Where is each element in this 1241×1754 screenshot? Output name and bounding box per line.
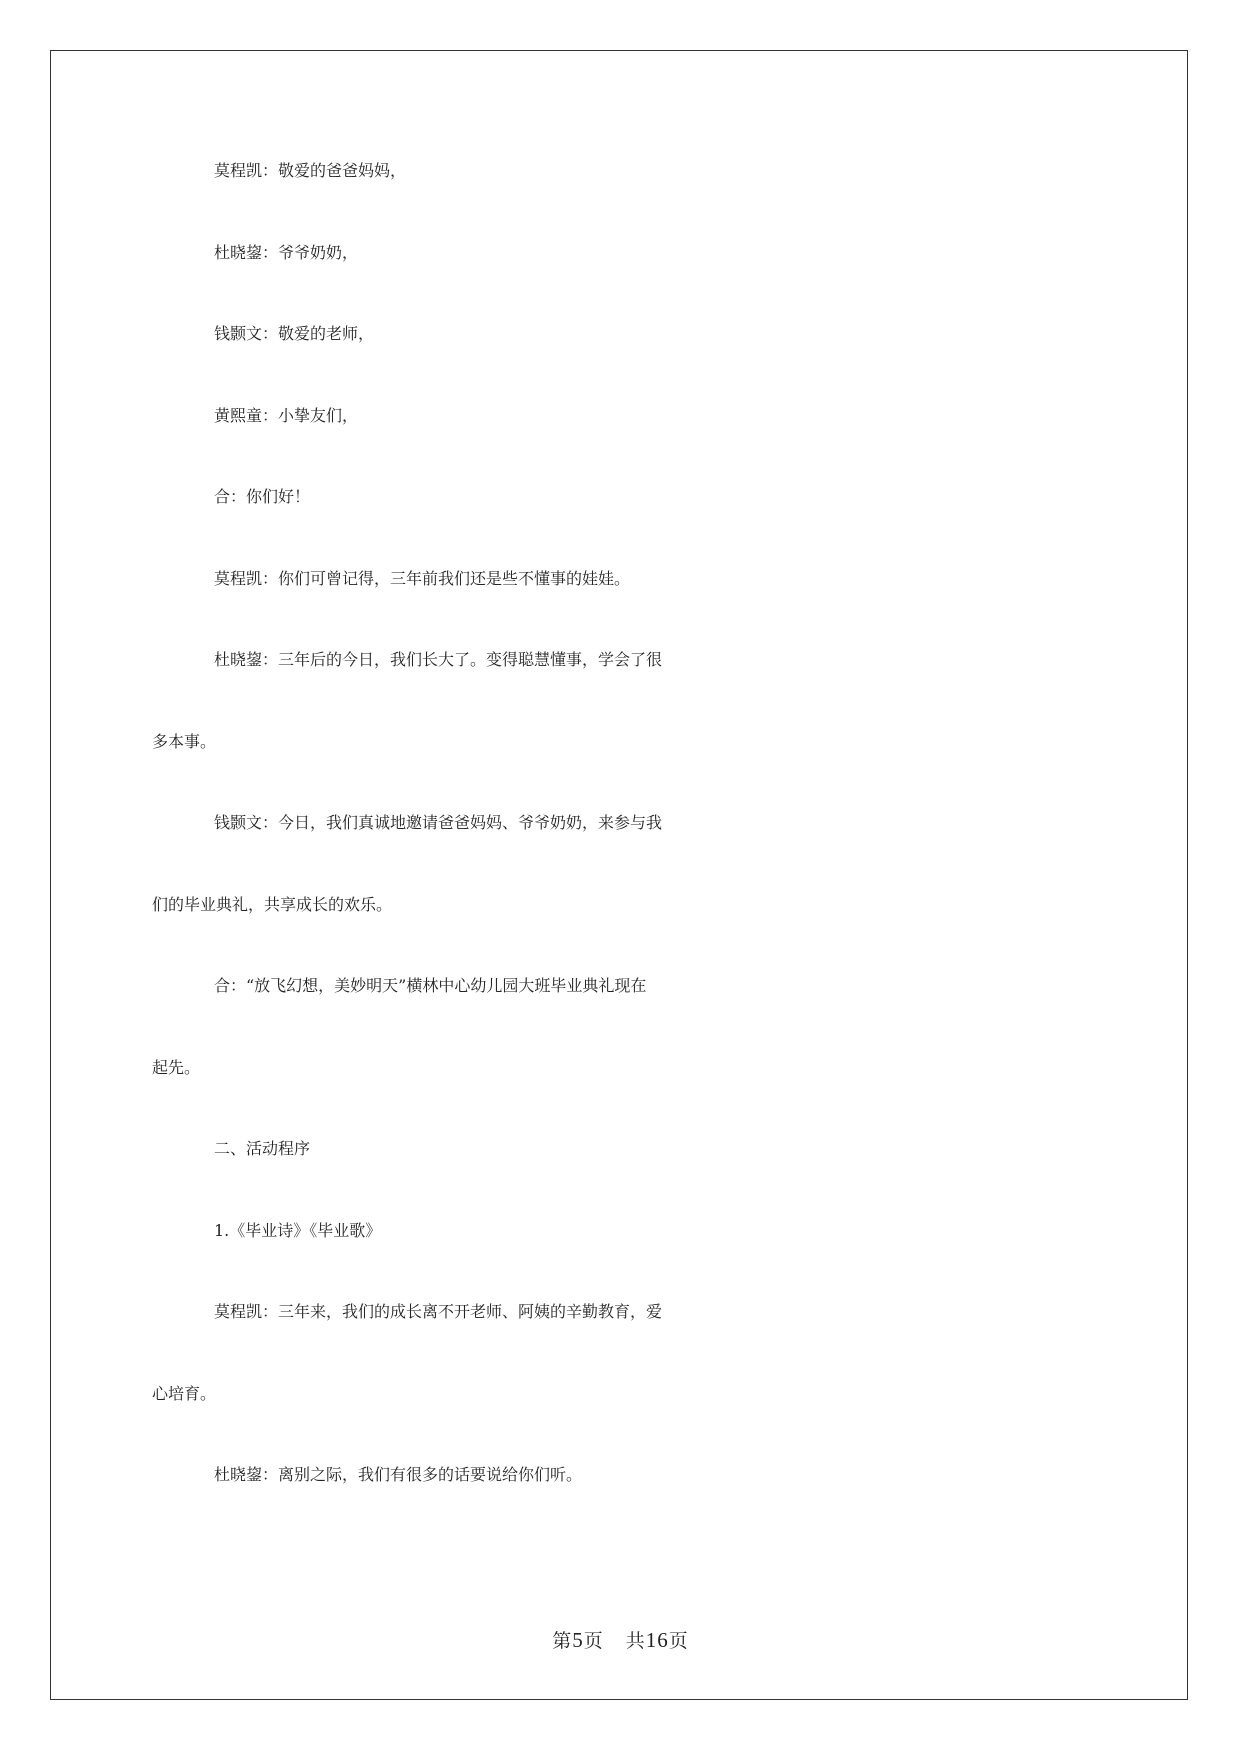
text-line: 合：你们好！	[214, 487, 311, 506]
footer-prefix: 第	[552, 1630, 573, 1652]
text-line: 莫程凯：敬爱的爸爸妈妈，	[214, 161, 407, 180]
footer-total-suffix: 页	[668, 1630, 689, 1652]
page-number: 5	[572, 1628, 584, 1652]
program-item: 1.《毕业诗》《毕业歌》	[214, 1220, 382, 1240]
section-heading: 二、活动程序	[214, 1139, 311, 1158]
text-line: 莫程凯：你们可曾记得，三年前我们还是些不懂事的娃娃。	[214, 568, 631, 588]
text-line: 多本事。	[152, 731, 217, 751]
text-line: 起先。	[152, 1057, 201, 1077]
page-footer	[0, 1626, 1241, 1653]
text-line: 杜晓鋆：离别之际，我们有很多的话要说给你们听。	[214, 1465, 583, 1484]
text-line: 杜晓鋆：爷爷奶奶，	[214, 242, 359, 262]
text-line: 们的毕业典礼，共享成长的欢乐。	[152, 894, 393, 914]
document-body	[152, 158, 1088, 1544]
footer-page-suffix: 页	[583, 1630, 604, 1652]
text-line: 钱颢文：今日，我们真诚地邀请爸爸妈妈、爷爷奶奶，来参与我	[214, 813, 663, 832]
text-line: 黄熙童：小挚友们，	[214, 405, 359, 425]
text-line: 钱颢文：敬爱的老师，	[214, 324, 375, 343]
total-pages: 16	[645, 1628, 669, 1652]
text-line: 合：“放飞幻想，美妙明天”横林中心幼儿园大班毕业典礼现在	[214, 976, 647, 995]
footer-total-prefix: 共	[625, 1630, 646, 1652]
text-line: 莫程凯：三年来，我们的成长离不开老师、阿姨的辛勤教育，爱	[214, 1302, 663, 1321]
text-line: 杜晓鋆：三年后的今日，我们长大了。变得聪慧懂事，学会了很	[214, 650, 663, 669]
text-line: 心培育。	[152, 1383, 217, 1403]
